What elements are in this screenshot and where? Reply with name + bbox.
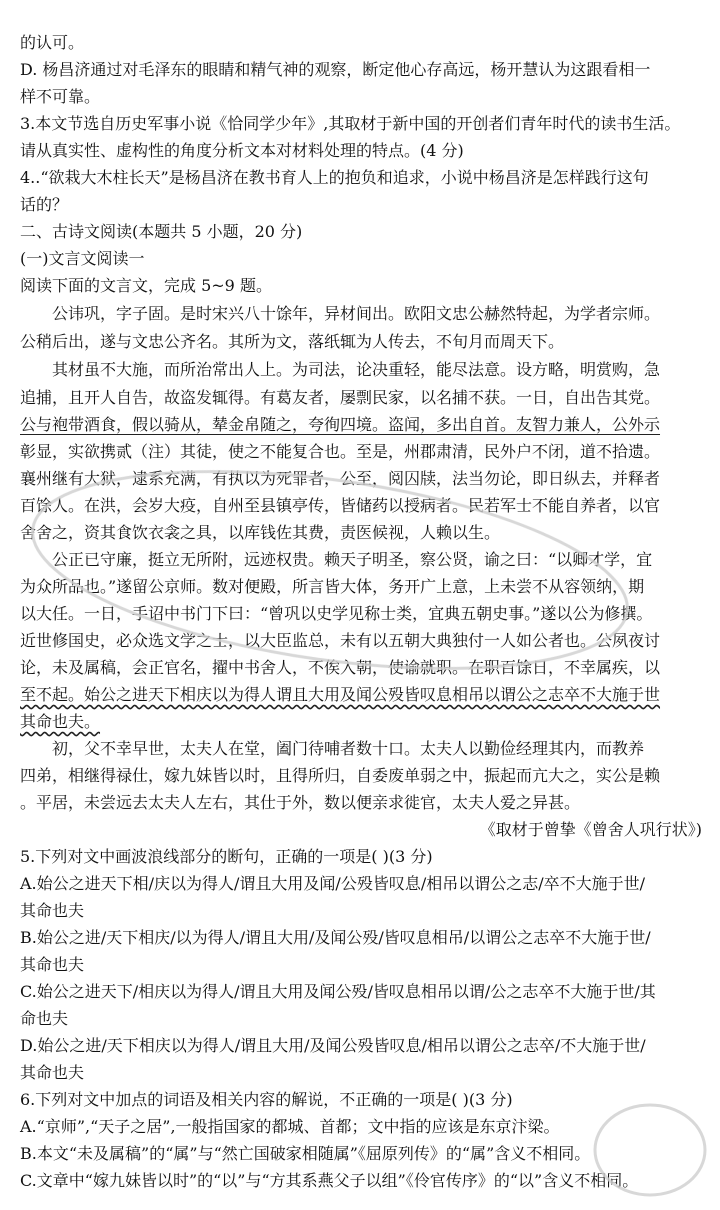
passage-line: 彰显，实欲携贰（注）其徒，使之不能复合也。至是，州郡肃清，民外户不闭，道不拾遗。 — [20, 442, 661, 461]
option-c: C.文章中“嫁九妹皆以时”的“以”与“方其系燕父子以组”《伶官传序》的“以”含义不相同。 — [20, 1171, 639, 1190]
passage-line: 百馀人。在洪，会岁大疫，自州至县镇亭传，皆储药以授病者。民若军士不能自养者，以官 — [20, 496, 661, 515]
question-5: 5.下列对文中画波浪线部分的断句，正确的一项是( )(3 分) — [20, 847, 433, 866]
question-6: 6.下列对文中加点的词语及相关内容的解说，不正确的一项是( )(3 分) — [20, 1090, 513, 1109]
wavy-underlined-line: 其命也夫。 — [20, 712, 101, 731]
option-c-cont: 命也夫 — [20, 1009, 69, 1028]
option-d: D.始公之进/天下相庆以为得人/谓且大用/及闻公殁皆叹息/相吊以谓公之志卒/不大施于世/ — [20, 1036, 646, 1055]
option-a: A.始公之进天下相/庆以为得人/谓且大用及闻/公殁皆叹息/相吊以谓公之志/卒不大施于世/ — [20, 874, 645, 893]
subsection-heading: (一)文言文阅读一 — [20, 249, 145, 268]
option-d-text: D. 杨昌济通过对毛泽东的眼睛和精气神的观察，断定他心存高远，杨开慧认为这跟看相一 — [20, 60, 651, 79]
text-line: 的认可。 — [20, 33, 85, 52]
text-line: 样不可靠。 — [20, 87, 101, 106]
passage-line: 舍舍之，资其食饮衣衾之具，以库钱佐其费，责医候视，人赖以生。 — [20, 523, 501, 542]
option-b: B.本文“未及属稿”的“属”与“然亡国破家相随属”《屈原列传》的“属”含义不相同。 — [20, 1144, 591, 1163]
passage-line: 近世修国史，必众选文学之士，以大臣监总，未有以五朝大典独付一人如公者也。公夙夜讨 — [20, 631, 661, 650]
passage-line: 公与袍带酒食，假以骑从，辇金帛随之，夸徇四境。盗闻，多出自首。友智力兼人，公外示 — [20, 415, 661, 434]
passage-line: 其材虽不大施，而所治常出人上。为司法，论决重轻，能尽法意。设方略，明赏购，急 — [52, 360, 661, 379]
passage-line: 论，未及属稿，会正官名，擢中书舍人，不俟入朝，使谕就职。在职百馀日，不幸属疾，以 — [20, 658, 661, 677]
passage-line: 为众所品也。”遂留公京师。数对便殿，所言皆大体，务开广上意，上未尝不从容领纳，期 — [20, 577, 645, 596]
question-4: 4..“欲栽大木柱长天”是杨昌济在教书育人上的抱负和追求，小说中杨昌济是怎样践行这句 — [20, 168, 649, 187]
section-heading: 二、古诗文阅读(本题共 5 小题，20 分) — [20, 222, 303, 241]
passage-line: 公正已守廉，挺立无所附，远迹权贵。赖天子明圣，察公贤，谕之曰：“以卿才学，宜 — [52, 550, 653, 569]
text-line: 话的？ — [20, 195, 69, 214]
passage-line: 以大任。一日，手诏中书门下曰：“曾巩以史学见称士类，宜典五朝史事。”遂以公为修撰。 — [20, 604, 653, 623]
passage-line: 襄州继有大狱，逮系充满，有执以为死罪者，公至，阅囚牍，法当勿论，即日纵去，并释者 — [20, 469, 661, 488]
passage-line: 四弟，相继得禄仕，嫁九妹皆以时，且得所归，自委废单弱之中，振起而亢大之，实公是赖 — [20, 766, 661, 785]
passage-line: 公讳巩，字子固。是时宋兴八十馀年，异材间出。欧阳文忠公赫然特起，为学者宗师。 — [52, 304, 661, 323]
text-line: 请从真实性、虚构性的角度分析文本对材料处理的特点。(4 分) — [20, 141, 464, 160]
option-b: B.始公之进/天下相庆/以为得人/谓且大用/及闻公殁/皆叹息相吊/以谓公之志卒不大施于世/ — [20, 928, 651, 947]
option-a-cont: 其命也夫 — [20, 901, 85, 920]
option-b-cont: 其命也夫 — [20, 955, 85, 974]
source-citation: 《取材于曾挚《曾舍人巩行状》) — [479, 820, 702, 839]
passage-line: 初，父不幸早世，太夫人在堂，阖门待哺者数十口。太夫人以勤俭经理其内，而教养 — [52, 739, 645, 758]
option-d-cont: 其命也夫 — [20, 1063, 85, 1082]
passage-line: 追捕，且开人自告，故盗发辄得。有葛友者，屡剽民家，以名捕不获。一日，自出告其党。 — [20, 388, 661, 407]
option-a: A.“京师”,“天子之居”,一般指国家的都城、首都；文中指的应该是东京汴梁。 — [20, 1117, 560, 1136]
question-3: 3.本文节选自历史军事小说《恰同学少年》,其取材于新中国的开创者们青年时代的读书生活。 — [20, 114, 681, 133]
instruction-text: 阅读下面的文言文，完成 5~9 题。 — [20, 276, 272, 295]
passage-line: 。平居，未尝远去太夫人左右，其仕于外，数以便亲求徙官，太夫人爱之异甚。 — [20, 793, 581, 812]
option-c: C.始公之进天下/相庆以为得人/谓且大用及闻公殁/皆叹息相吊以谓/公之志卒不大施于世/其 — [20, 982, 656, 1001]
wavy-underlined-line: 至不起。始公之进天下相庆以为得人谓且大用及闻公殁皆叹息相吊以谓公之志卒不大施于世 — [20, 685, 661, 704]
passage-line: 公稍后出，遂与文忠公齐名。其所为文，落纸辄为人传去，不旬月而周天下。 — [20, 332, 565, 351]
